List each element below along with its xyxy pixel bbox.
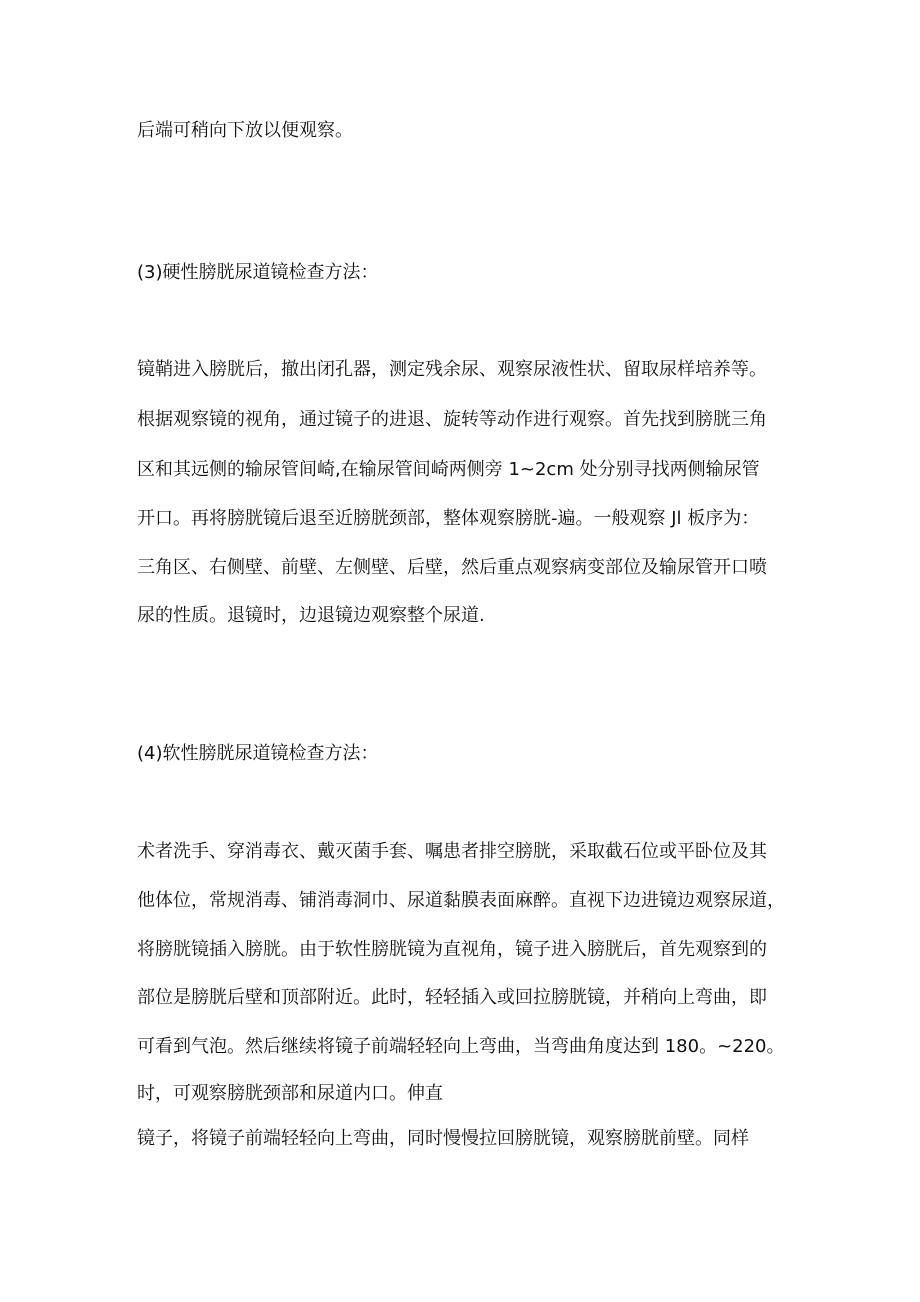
paragraph-line: 时，可观察膀胱颈部和尿道内口。伸直 <box>137 1083 443 1104</box>
paragraph-line: 部位是膀胱后壁和顶部附近。此时，轻轻插入或回拉膀胱镜，并稍向上弯曲，即 <box>137 987 767 1008</box>
paragraph-line: 可看到气泡。然后继续将镜子前端轻轻向上弯曲，当弯曲角度达到 180。~220。 <box>137 1036 785 1057</box>
paragraph-line: 术者洗手、穿消毒衣、戴灭菌手套、嘱患者排空膀胱，采取截石位或平卧位及其 <box>137 841 767 862</box>
paragraph-line: 尿的性质。退镜时，边退镜边观察整个尿道. <box>137 605 485 626</box>
paragraph-line: 他体位，常规消毒、铺消毒洞巾、尿道黏膜表面麻醉。直视下边进镜边观察尿道， <box>137 890 785 911</box>
paragraph-fragment: 后端可稍向下放以便观察。 <box>137 120 353 141</box>
paragraph-line: 将膀胱镜插入膀胱。由于软性膀胱镜为直视角，镜子进入膀胱后，首先观察到的 <box>137 939 767 960</box>
paragraph-line: 镜子，将镜子前端轻轻向上弯曲，同时慢慢拉回膀胱镜，观察膀胱前壁。同样 <box>137 1128 749 1149</box>
paragraph-line: 区和其远侧的输尿管间崎,在输尿管间崎两侧旁 1~2cm 处分别寻找两侧输尿管 <box>137 459 760 480</box>
paragraph-line: 根据观察镜的视角，通过镜子的进退、旋转等动作进行观察。首先找到膀胱三角 <box>137 409 767 430</box>
section-heading-3: (3)硬性膀胱尿道镜检查方法： <box>137 262 379 283</box>
paragraph-line: 三角区、右侧壁、前壁、左侧壁、后壁，然后重点观察病变部位及输尿管开口喷 <box>137 557 767 578</box>
paragraph-line: 镜鞘进入膀胱后，撤出闭孔器，测定残余尿、观察尿液性状、留取尿样培养等。 <box>137 359 767 380</box>
section-heading-4: (4)软性膀胱尿道镜检查方法： <box>137 743 379 764</box>
paragraph-line: 开口。再将膀胱镜后退至近膀胱颈部，整体观察膀胱-遍。一般观察 Jl 板序为： <box>137 508 760 529</box>
